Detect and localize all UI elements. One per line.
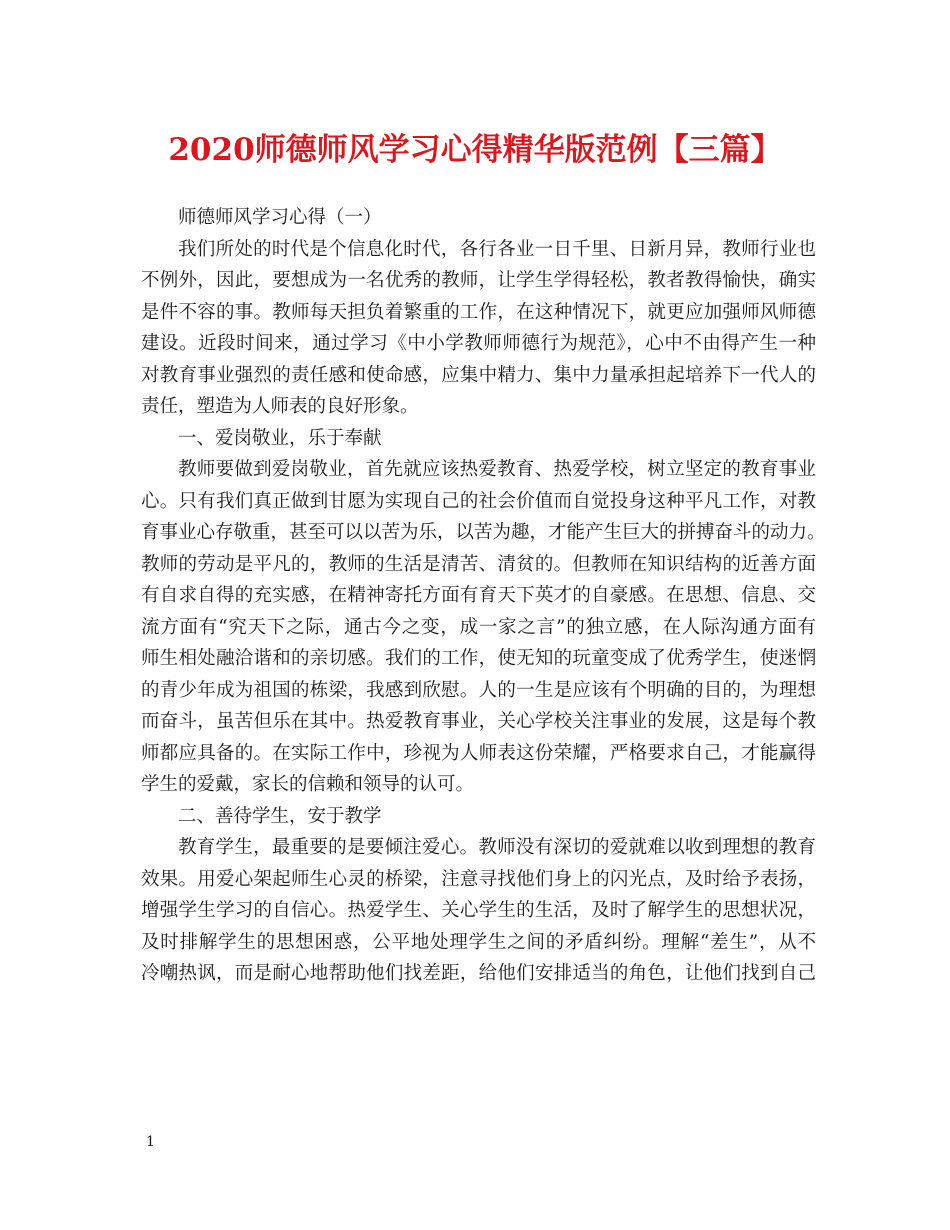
document-body [141,202,826,990]
paragraph-line: 增强学生学习的自信心。热爱学生、关心学生的生活，及时了解学生的思想状况， [141,900,816,921]
paragraph-line: 教师要做到爱岗敬业，首先就应该热爱教育、热爱学校，树立坚定的教育事业 [178,459,816,480]
paragraph-line: 教师的劳动是平凡的，教师的生活是清苦、清贫的。但教师在知识结构的近善方面 [141,553,816,575]
paragraph-line: 的青少年成为祖国的栋梁，我感到欣慰。人的一生是应该有个明确的目的，为理想 [141,679,816,701]
paragraph-line: 是件不容的事。教师每天担负着繁重的工作，在这种情况下，就更应加强师风师德 [141,301,816,323]
paragraph-1 [141,234,816,423]
document-title: 2020师德师风学习心得精华版范例【三篇】 [168,132,782,168]
paragraph-line: 冷嘲热讽，而是耐心地帮助他们找差距，给他们安排适当的角色，让他们找到自己 [141,963,816,984]
paragraph-line: 责任，塑造为人师表的良好形象。 [141,396,419,417]
paragraph-line: 效果。用爱心架起师生心灵的桥梁，注意寻找他们身上的闪光点，及时给予表扬， [141,868,816,890]
paragraph-line: 学生的爱戴，家长的信赖和领导的认可。 [141,774,475,795]
paragraph-line: 师生相处融洽谐和的亲切感。我们的工作，使无知的玩童变成了优秀学生，使迷惘 [141,648,816,669]
page-number: 1 [146,1134,155,1150]
paragraph-2 [141,454,826,801]
paragraph-line: 流方面有“究天下之际，通古今之变，成一家之言”的独立感，在人际沟通方面有 [141,616,816,638]
subheading-2: 二、善待学生，安于教学 [178,805,382,827]
paragraph-line: 及时排解学生的思想困惑，公平地处理学生之间的矛盾纠纷。理解“差生”，从不 [141,931,816,953]
paragraph-line: 建设。近段时间来，通过学习《中小学教师师德行为规范》，心中不由得产生一种 [141,333,816,354]
paragraph-line: 对教育事业强烈的责任感和使命感，应集中精力、集中力量承担起培养下一代人的 [141,364,816,386]
section-heading: 师德师风学习心得（一） [178,207,382,228]
paragraph-line: 师都应具备的。在实际工作中，珍视为人师表这份荣耀，严格要求自己，才能赢得 [141,742,816,764]
paragraph-line: 心。只有我们真正做到甘愿为实现自己的社会价值而自觉投身这种平凡工作，对教 [141,490,816,512]
paragraph-line: 不例外，因此，要想成为一名优秀的教师，让学生学得轻松，教者教得愉快，确实 [141,270,816,291]
paragraph-line: 育事业心存敬重，甚至可以以苦为乐，以苦为趣，才能产生巨大的拼搏奋斗的动力。 [141,522,826,543]
paragraph-line: 我们所处的时代是个信息化时代，各行各业一日千里、日新月异，教师行业也 [178,238,816,260]
paragraph-line: 教育学生，最重要的是要倾注爱心。教师没有深切的爱就难以收到理想的教育 [178,837,816,858]
paragraph-3 [141,832,816,990]
subheading-1: 一、爱岗敬业，乐于奉献 [178,427,382,449]
paragraph-line: 而奋斗，虽苦但乐在其中。热爱教育事业，关心学校关注事业的发展，这是每个教 [141,711,816,732]
paragraph-line: 有自求自得的充实感，在精神寄托方面有育天下英才的自豪感。在思想、信息、交 [141,585,816,606]
